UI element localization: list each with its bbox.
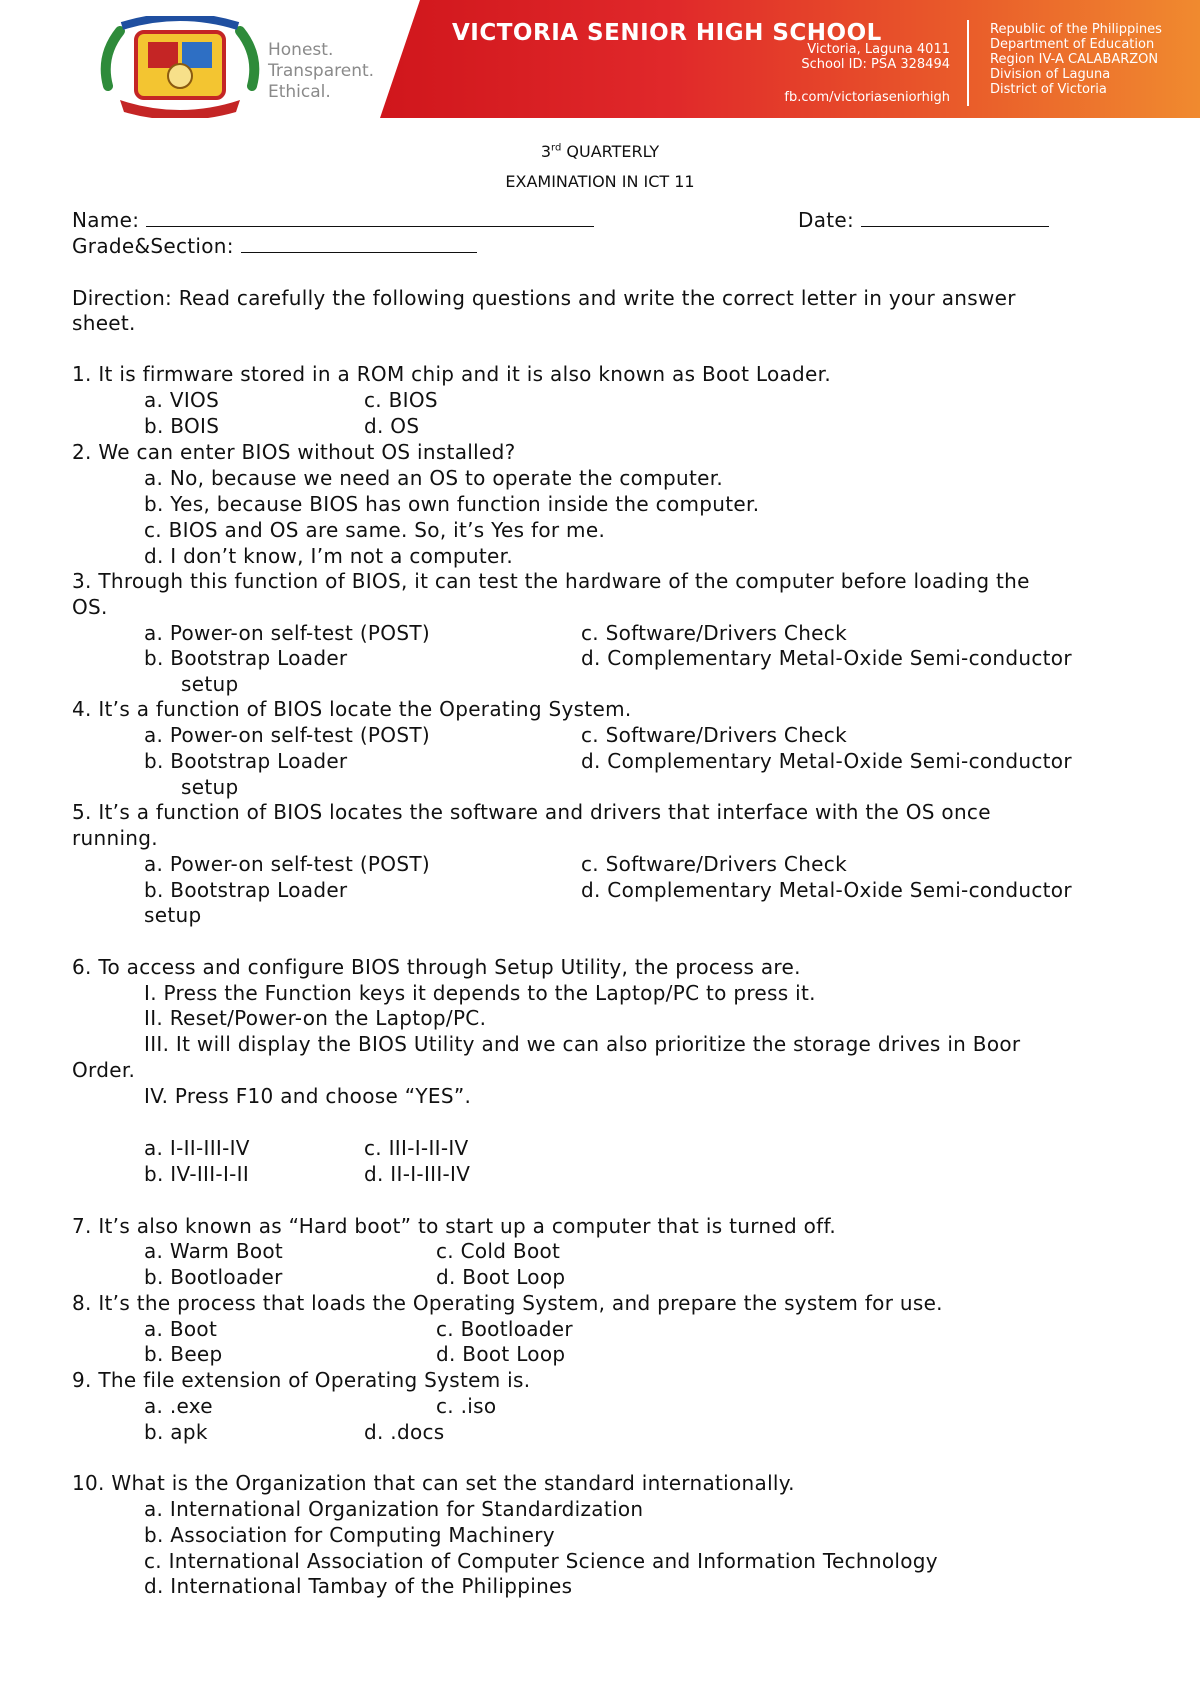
answer-option: setup (181, 775, 239, 799)
answer-option: d. I don’t know, I’m not a computer. (144, 544, 513, 568)
answer-option: b. Bootstrap Loader (144, 878, 348, 902)
name-blank[interactable] (146, 208, 594, 227)
facebook-page: fb.com/victoriaseniorhigh (784, 90, 950, 105)
title-ordinal: 3 (540, 142, 552, 161)
answer-option: IV. Press F10 and choose “YES”. (144, 1084, 472, 1108)
direction-text: Direction: Read carefully the following questions and write the correct letter in your answer (72, 286, 1016, 310)
grade-section-blank[interactable] (241, 234, 477, 253)
answer-option: setup (181, 672, 239, 696)
header-divider (967, 20, 969, 106)
answer-option: c. Software/Drivers Check (581, 852, 847, 876)
answer-option: c. BIOS and OS are same. So, it’s Yes for me. (144, 518, 606, 542)
answer-option: b. IV-III-I-II (144, 1162, 250, 1186)
answer-option: I. Press the Function keys it depends to the Laptop/PC to press it. (144, 981, 816, 1005)
question-text: 10. What is the Organization that can set the standard internationally. (72, 1471, 795, 1495)
question-text: 4. It’s a function of BIOS locate the Operating System. (72, 697, 632, 721)
answer-option: a. Warm Boot (144, 1239, 284, 1263)
answer-option: d. .docs (364, 1420, 445, 1444)
name-field[interactable] (72, 208, 594, 232)
school-motto (268, 40, 374, 103)
exam-title-line1 (0, 142, 1200, 161)
answer-option: running. (72, 826, 158, 850)
answer-option: c. BIOS (364, 388, 438, 412)
answer-option: d. Boot Loop (436, 1265, 566, 1289)
answer-option: d. Complementary Metal-Oxide Semi-conductor (581, 646, 1072, 670)
answer-option: b. Bootstrap Loader (144, 646, 348, 670)
deped-line: District of Victoria (990, 82, 1107, 97)
answer-option: OS. (72, 595, 108, 619)
address-line: School ID: PSA 328494 (801, 57, 950, 72)
question-text: 5. It’s a function of BIOS locates the software and drivers that interface with the OS once (72, 800, 991, 824)
motto-line: Transparent. (268, 61, 375, 81)
date-label: Date: (798, 208, 855, 232)
question-text: 1. It is firmware stored in a ROM chip and it is also known as Boot Loader. (72, 362, 831, 386)
motto-line: Honest. (268, 40, 334, 60)
date-field[interactable] (798, 208, 1049, 232)
answer-option: d. OS (364, 414, 420, 438)
question-text: 9. The file extension of Operating System is. (72, 1368, 531, 1392)
question-text: 3. Through this function of BIOS, it can test the hardware of the computer before loading the (72, 569, 1030, 593)
direction-text: sheet. (72, 311, 136, 335)
answer-option: d. II-I-III-IV (364, 1162, 471, 1186)
school-header-banner (0, 0, 1200, 118)
answer-option: a. International Organization for Standardization (144, 1497, 644, 1521)
grade-section-label: Grade&Section: (72, 234, 234, 258)
school-address (700, 42, 950, 72)
answer-option: c. Software/Drivers Check (581, 621, 847, 645)
answer-option: b. Bootstrap Loader (144, 749, 348, 773)
answer-option: a. VIOS (144, 388, 220, 412)
exam-title-line2: EXAMINATION IN ICT 11 (505, 172, 695, 191)
answer-option: a. Power-on self-test (POST) (144, 852, 430, 876)
answer-option: d. Complementary Metal-Oxide Semi-conductor (581, 749, 1072, 773)
answer-option: c. .iso (436, 1394, 497, 1418)
grade-section-field[interactable] (72, 234, 477, 258)
question-text: 2. We can enter BIOS without OS installed? (72, 440, 516, 464)
answer-option: c. Software/Drivers Check (581, 723, 847, 747)
answer-option: II. Reset/Power-on the Laptop/PC. (144, 1006, 487, 1030)
answer-option: b. Beep (144, 1342, 223, 1366)
answer-option: c. III-I-II-IV (364, 1136, 469, 1160)
deped-line: Region IV-A CALABARZON (990, 52, 1159, 67)
deped-line: Department of Education (990, 37, 1155, 52)
answer-option: a. Power-on self-test (POST) (144, 723, 430, 747)
deped-line: Republic of the Philippines (990, 22, 1162, 37)
deped-info (990, 22, 1162, 97)
school-seal-logo-icon (100, 16, 260, 118)
answer-option: b. apk (144, 1420, 208, 1444)
question-text: 6. To access and configure BIOS through Setup Utility, the process are. (72, 955, 801, 979)
deped-line: Division of Laguna (990, 67, 1111, 82)
answer-option: setup (144, 903, 202, 927)
answer-option: b. Yes, because BIOS has own function inside the computer. (144, 492, 760, 516)
school-name: VICTORIA SENIOR HIGH SCHOOL (452, 20, 882, 46)
answer-option: III. It will display the BIOS Utility and we can also prioritize the storage drives in Boor (144, 1032, 1021, 1056)
question-text: 7. It’s also known as “Hard boot” to start up a computer that is turned off. (72, 1214, 837, 1238)
name-label: Name: (72, 208, 140, 232)
answer-option: d. Complementary Metal-Oxide Semi-conductor (581, 878, 1072, 902)
answer-option: b. Association for Computing Machinery (144, 1523, 555, 1547)
answer-option: Order. (72, 1058, 136, 1082)
answer-option: a. Boot (144, 1317, 218, 1341)
answer-option: b. Bootloader (144, 1265, 283, 1289)
answer-option: b. BOIS (144, 414, 220, 438)
answer-option: c. Bootloader (436, 1317, 573, 1341)
answer-option: a. Power-on self-test (POST) (144, 621, 430, 645)
motto-line: Ethical. (268, 82, 331, 102)
question-text: 8. It’s the process that loads the Operating System, and prepare the system for use. (72, 1291, 943, 1315)
answer-option: c. International Association of Computer Science and Information Technology (144, 1549, 938, 1573)
answer-option: a. .exe (144, 1394, 213, 1418)
answer-option: a. I-II-III-IV (144, 1136, 250, 1160)
answer-option: c. Cold Boot (436, 1239, 561, 1263)
date-blank[interactable] (861, 208, 1049, 227)
answer-option: d. International Tambay of the Philippines (144, 1574, 573, 1598)
title-ordinal-suffix: rd (551, 142, 562, 154)
answer-option: d. Boot Loop (436, 1342, 566, 1366)
title-quarterly: QUARTERLY (561, 142, 660, 161)
answer-option: a. No, because we need an OS to operate the computer. (144, 466, 724, 490)
address-line: Victoria, Laguna 4011 (807, 42, 950, 57)
